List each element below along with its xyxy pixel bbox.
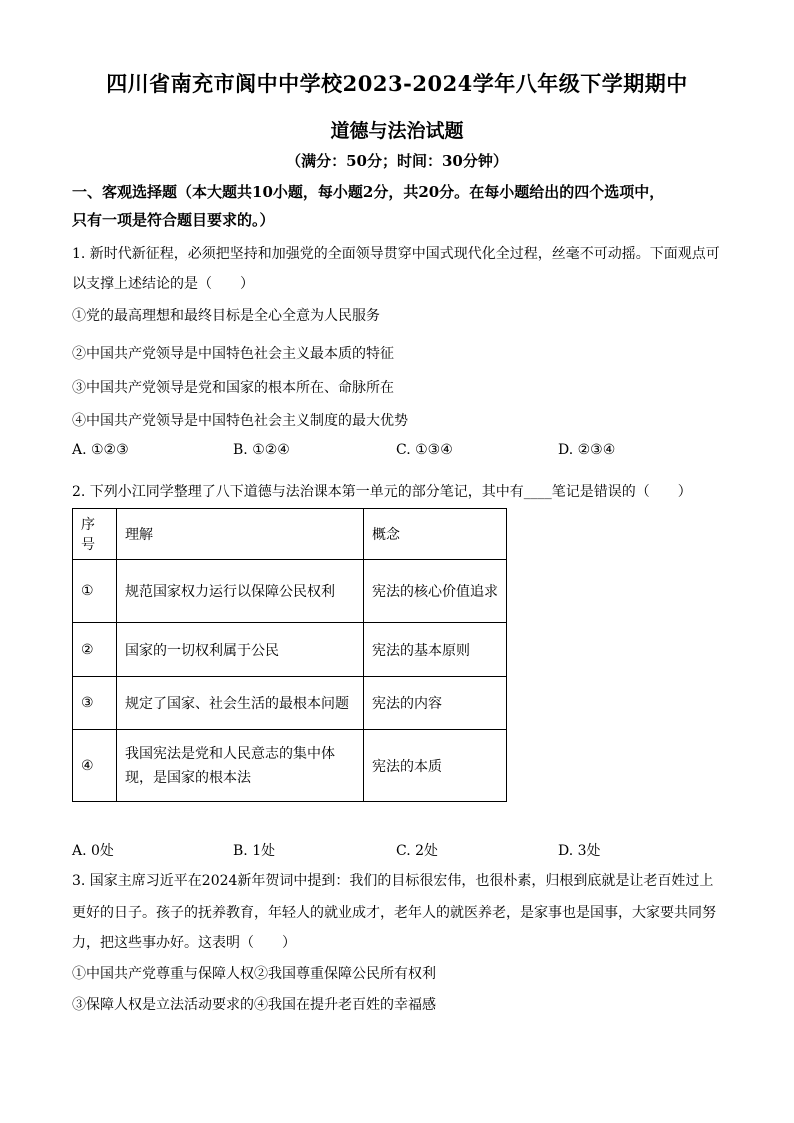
table-cell-understanding xyxy=(117,730,364,802)
q2-option-c[interactable]: C. 2处 xyxy=(396,843,439,859)
table-cell-no: ④ xyxy=(73,730,117,802)
q3-stem-line2: 更好的日子。孩子的抚养教育，年轻人的就业成才，老年人的就医养老，是家事也是国事，大家要共同努 xyxy=(72,905,716,921)
exam-info: （满分：50分；时间：30分钟） xyxy=(286,152,508,170)
table-cell-no: ② xyxy=(73,623,117,677)
q2-options xyxy=(72,840,722,860)
table-cell-understanding-line1: 我国宪法是党和人民意志的集中体 xyxy=(125,745,335,762)
section-heading-line2: 只有一项是符合题目要求的。） xyxy=(72,211,275,229)
table-row xyxy=(73,623,507,677)
q2-stem: 2. 下列小江同学整理了八下道德与法治课本第一单元的部分笔记，其中有____笔记是错误的（ ） xyxy=(72,484,692,500)
q3-statement-1: ①中国共产党尊重与保障人权②我国尊重保障公民所有权利 xyxy=(72,966,436,982)
table-cell-no: ③ xyxy=(73,677,117,730)
table-cell-understanding-line2: 现，是国家的根本法 xyxy=(125,769,251,786)
table-header-concept: 概念 xyxy=(364,509,507,560)
notes-table xyxy=(72,508,507,802)
q1-stem-line1: 1. 新时代新征程，必须把坚持和加强党的全面领导贯穿中国式现代化全过程，丝毫不可动摇。下面观点可 xyxy=(72,246,720,262)
q1-stem-line2: 以支撑上述结论的是（ ） xyxy=(72,276,254,292)
q1-statement-2: ②中国共产党领导是中国特色社会主义最本质的特征 xyxy=(72,346,394,362)
q2-option-b[interactable]: B. 1处 xyxy=(233,843,276,859)
q1-statement-1: ①党的最高理想和最终目标是全心全意为人民服务 xyxy=(72,308,380,324)
table-row xyxy=(73,560,507,623)
q3-stem-line3: 力，把这些事办好。这表明（ ） xyxy=(72,935,296,951)
table-row xyxy=(73,677,507,730)
q3-statement-2: ③保障人权是立法活动要求的④我国在提升老百姓的幸福感 xyxy=(72,997,436,1013)
table-cell-concept: 宪法的核心价值追求 xyxy=(364,560,507,623)
table-row xyxy=(73,730,507,802)
q1-option-c[interactable]: C. ①③④ xyxy=(396,442,453,458)
table-header-row xyxy=(73,509,507,560)
table-cell-understanding: 国家的一切权利属于公民 xyxy=(117,623,364,677)
q1-statement-4: ④中国共产党领导是中国特色社会主义制度的最大优势 xyxy=(72,413,408,429)
table-header-no: 序号 xyxy=(73,509,117,560)
table-cell-understanding: 规定了国家、社会生活的最根本问题 xyxy=(117,677,364,730)
exam-title: 四川省南充市阆中中学校2023-2024学年八年级下学期期中 xyxy=(106,71,688,96)
table-cell-concept: 宪法的内容 xyxy=(364,677,507,730)
section-heading-line1: 一、客观选择题（本大题共10小题，每小题2分，共20分。在每小题给出的四个选项中， xyxy=(72,183,665,201)
exam-subject-title: 道德与法治试题 xyxy=(330,120,464,142)
table-cell-no: ① xyxy=(73,560,117,623)
q1-option-d[interactable]: D. ②③④ xyxy=(558,442,616,458)
q1-statement-3: ③中国共产党领导是党和国家的根本所在、命脉所在 xyxy=(72,380,394,396)
q2-option-d[interactable]: D. 3处 xyxy=(558,843,601,859)
table-cell-concept: 宪法的基本原则 xyxy=(364,623,507,677)
table-header-understanding: 理解 xyxy=(117,509,364,560)
q2-option-a[interactable]: A. 0处 xyxy=(72,843,114,859)
table-cell-understanding: 规范国家权力运行以保障公民权利 xyxy=(117,560,364,623)
q1-option-b[interactable]: B. ①②④ xyxy=(233,442,290,458)
q1-option-a[interactable]: A. ①②③ xyxy=(72,442,129,458)
table-cell-concept: 宪法的本质 xyxy=(364,730,507,802)
q3-stem-line1: 3. 国家主席习近平在2024新年贺词中提到：我们的目标很宏伟，也很朴素，归根到底就是让老百姓过上 xyxy=(72,873,714,889)
q1-options xyxy=(72,442,722,462)
